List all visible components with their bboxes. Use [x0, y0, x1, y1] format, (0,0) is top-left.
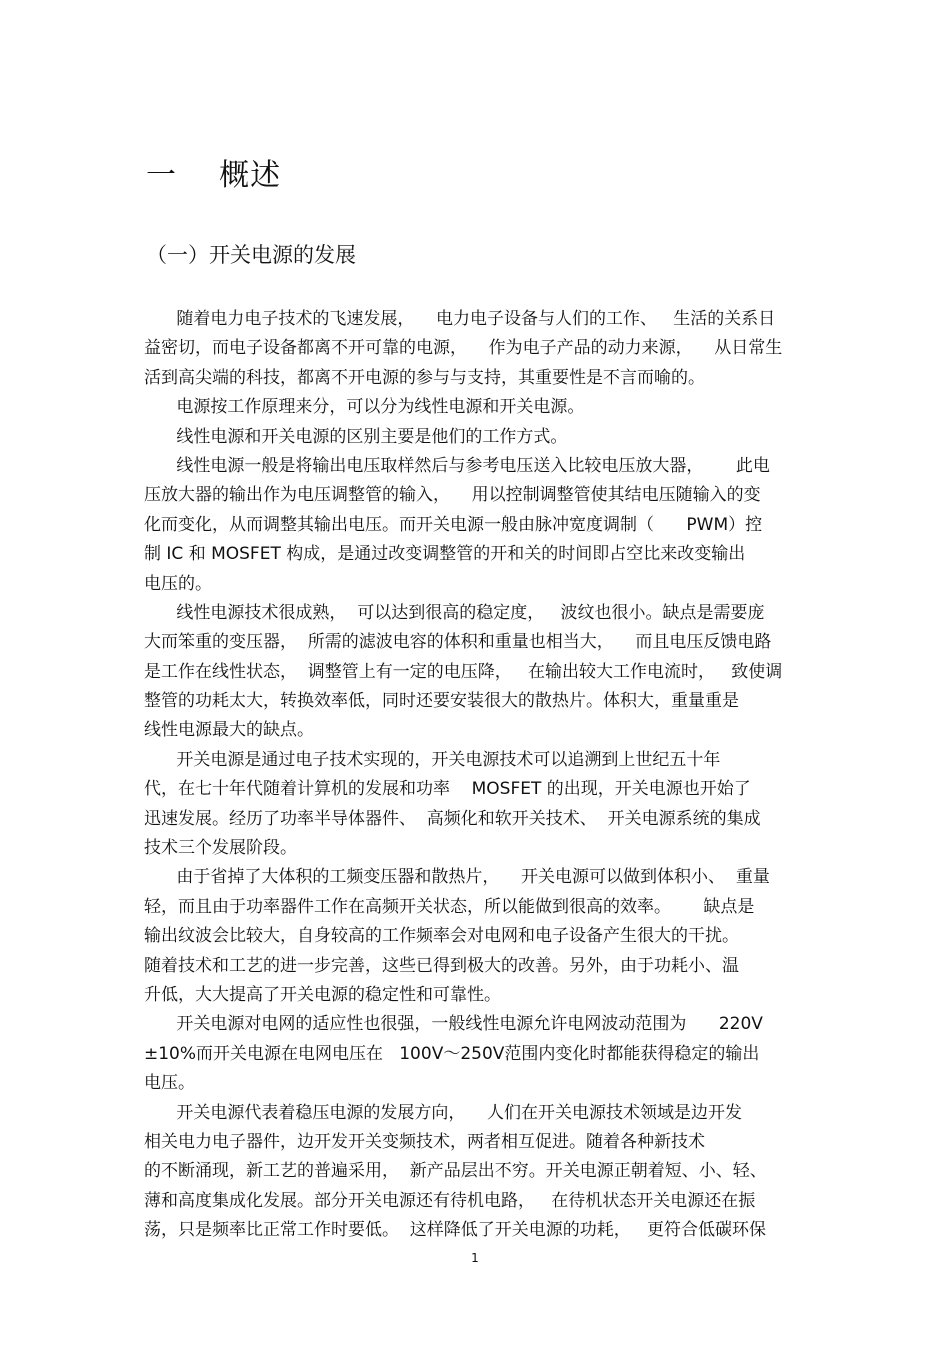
text-line: 大而笨重的变压器， 所需的滤波电容的体积和重量也相当大， 而且电压反馈电路 — [144, 632, 772, 653]
text-line: 线性电源最大的缺点。 — [144, 720, 314, 741]
section-heading: （一）开关电源的发展 — [146, 243, 356, 267]
text-line: 开关电源对电网的适应性也很强，一般线性电源允许电网波动范围为 220V — [144, 1014, 763, 1035]
text-line: 荡，只是频率比正常工作时要低。 这样降低了开关电源的功耗， 更符合低碳环保 — [144, 1220, 767, 1241]
text-line: 制 IC 和 MOSFET 构成，是通过改变调整管的开和关的时间即占空比来改变输出 — [144, 544, 746, 565]
body-text — [144, 305, 814, 1246]
text-line: 随着电力电子技术的飞速发展， 电力电子设备与人们的工作、 生活的关系日 — [144, 309, 776, 329]
text-line: 升低，大大提高了开关电源的稳定性和可靠性。 — [144, 984, 501, 1005]
text-line: 技术三个发展阶段。 — [144, 838, 297, 859]
text-line: 线性电源一般是将输出电压取样然后与参考电压送入比较电压放大器， 此电 — [144, 455, 770, 476]
text-line: 薄和高度集成化发展。部分开关电源还有待机电路， 在待机状态开关电源还在振 — [144, 1190, 756, 1211]
text-line: 电压。 — [144, 1073, 195, 1094]
text-line: ±10%而开关电源在电网电压在 100V～250V范围内变化时都能获得稳定的输出 — [144, 1043, 760, 1064]
text-line: 电压的。 — [144, 573, 212, 594]
text-line: 线性电源和开关电源的区别主要是他们的工作方式。 — [144, 426, 568, 447]
text-line: 的不断涌现，新工艺的普遍采用， 新产品层出不穷。开关电源正朝着短、小、轻、 — [144, 1161, 767, 1182]
text-line: 开关电源代表着稳压电源的发展方向， 人们在开关电源技术领域是边开发 — [144, 1102, 743, 1123]
text-line: 整管的功耗太大，转换效率低，同时还要安装很大的散热片。体积大，重量重是 — [144, 691, 739, 712]
text-line: 随着技术和工艺的进一步完善，这些已得到极大的改善。另外，由于功耗小、温 — [144, 955, 739, 976]
text-line: 迅速发展。经历了功率半导体器件、 高频化和软开关技术、 开关电源系统的集成 — [144, 808, 761, 829]
chapter-heading: 一 概述 — [146, 158, 282, 193]
text-line: 压放大器的输出作为电压调整管的输入， 用以控制调整管使其结电压随输入的变 — [144, 485, 761, 506]
text-line: 益密切，而电子设备都离不开可靠的电源， 作为电子产品的动力来源， 从日常生 — [144, 338, 783, 359]
text-line: 化而变化，从而调整其输出电压。而开关电源一般由脉冲宽度调制（ PWM）控 — [144, 514, 763, 535]
text-line: 是工作在线性状态， 调整管上有一定的电压降， 在输出较大工作电流时， 致使调 — [144, 661, 783, 682]
page-number: 1 — [471, 1251, 479, 1265]
text-line: 代，在七十年代随着计算机的发展和功率 MOSFET 的出现，开关电源也开始了 — [144, 779, 751, 800]
text-line: 轻，而且由于功率器件工作在高频开关状态，所以能做到很高的效率。 缺点是 — [144, 896, 755, 917]
text-line: 电源按工作原理来分，可以分为线性电源和开关电源。 — [144, 397, 585, 418]
text-line: 由于省掉了大体积的工频变压器和散热片， 开关电源可以做到体积小、 重量 — [144, 867, 770, 888]
text-line: 活到高尖端的科技，都离不开电源的参与与支持，其重要性是不言而喻的。 — [144, 367, 705, 388]
text-line: 开关电源是通过电子技术实现的，开关电源技术可以追溯到上世纪五十年 — [144, 749, 721, 770]
text-line: 输出纹波会比较大，自身较高的工作频率会对电网和电子设备产生很大的干扰。 — [144, 926, 739, 947]
text-line: 相关电力电子器件，边开发开关变频技术，两者相互促进。随着各种新技术 — [144, 1131, 705, 1152]
text-line: 线性电源技术很成熟， 可以达到很高的稳定度， 波纹也很小。缺点是需要庞 — [144, 602, 765, 623]
